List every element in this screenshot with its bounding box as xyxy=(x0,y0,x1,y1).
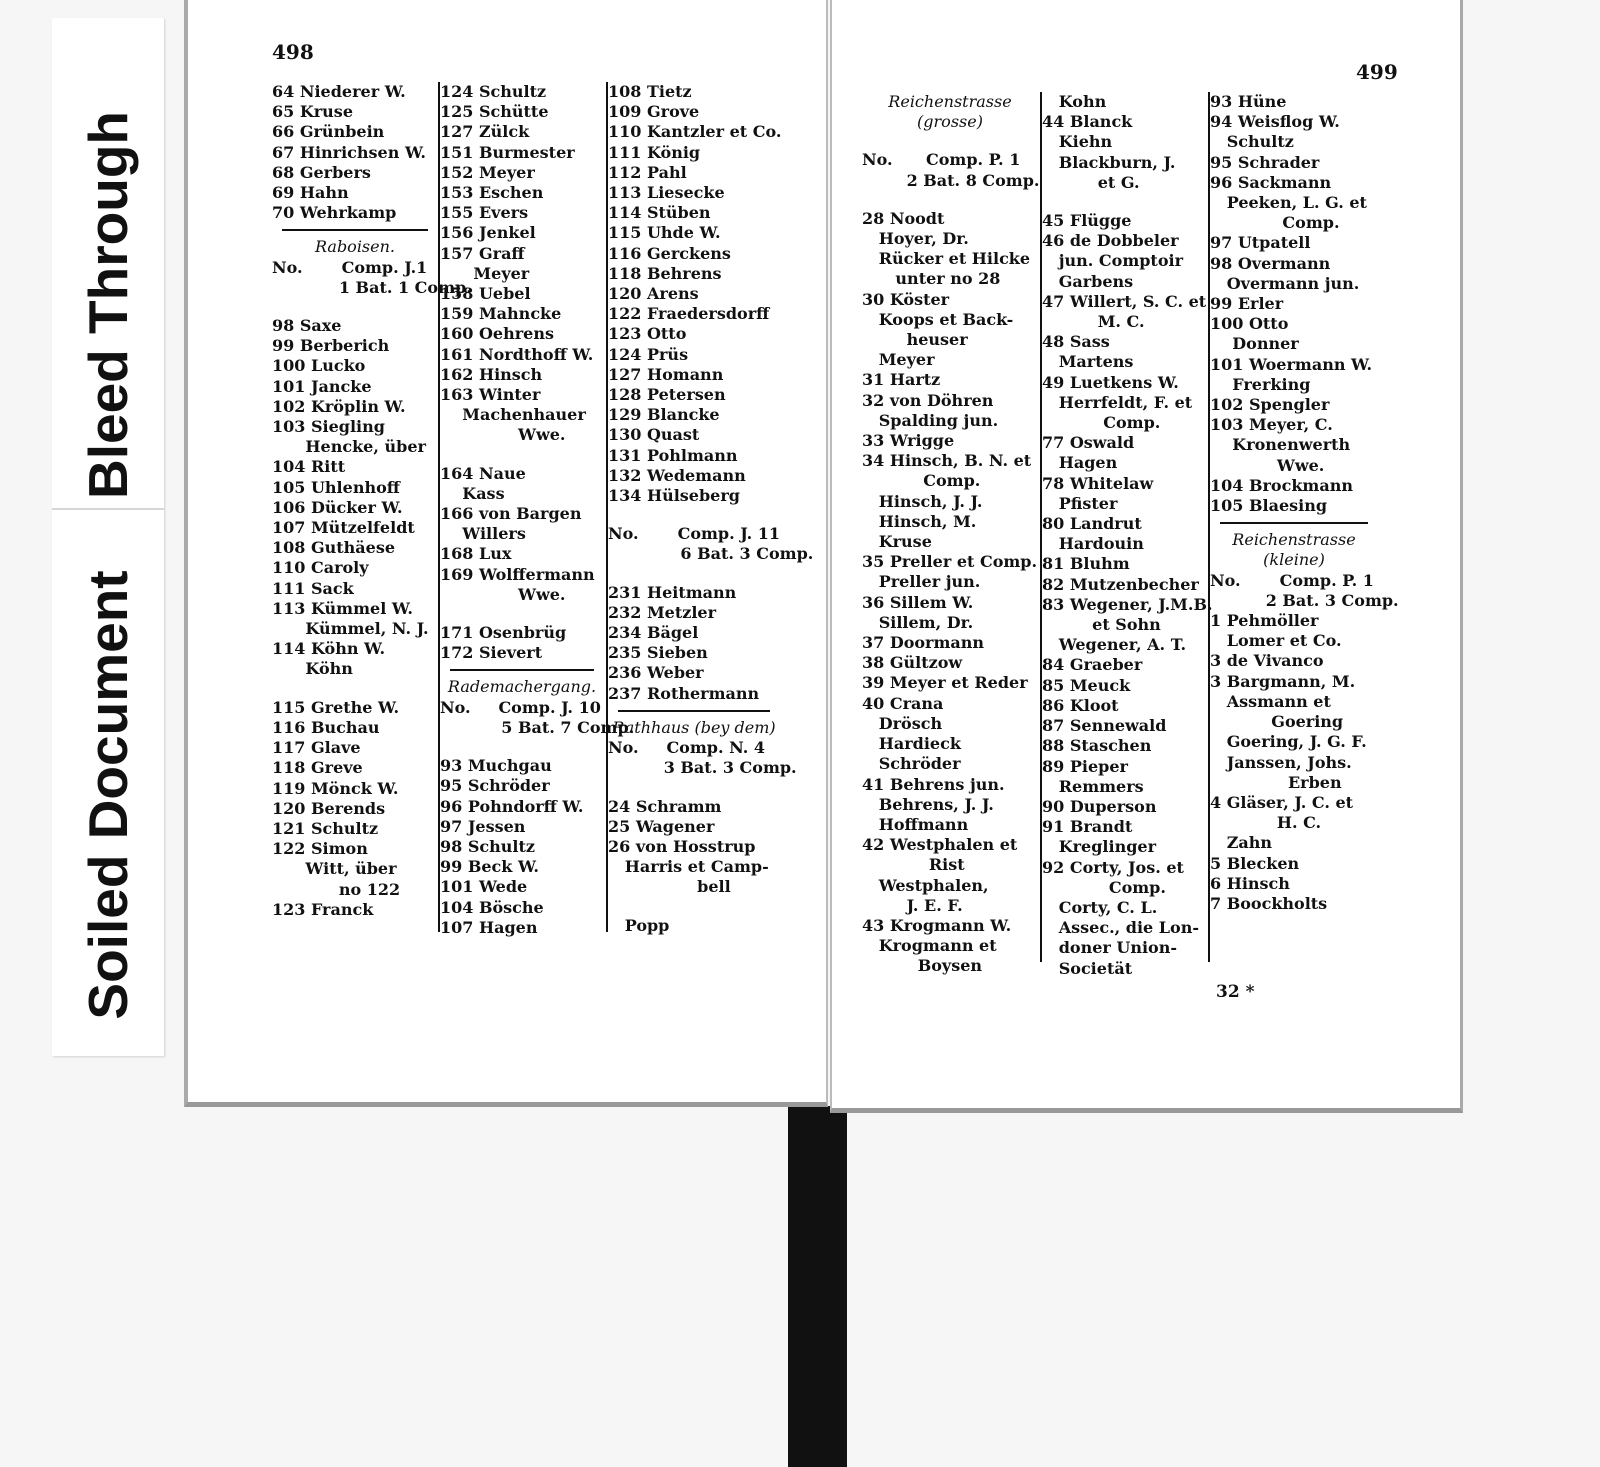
directory-entry: 131 Pohlmann xyxy=(608,445,738,465)
directory-entry: 2 Bat. 8 Comp. xyxy=(862,170,1040,190)
directory-entry: 96 Pohndorff W. xyxy=(440,796,584,816)
directory-entry: 83 Wegener, J.M.B. xyxy=(1042,594,1213,614)
directory-entry: 100 Otto xyxy=(1210,314,1289,334)
directory-entry: 99 Beck W. xyxy=(440,857,539,877)
directory-entry: 124 Prüs xyxy=(608,344,689,364)
directory-entry: 163 Winter xyxy=(440,385,541,405)
directory-entry: 95 Schröder xyxy=(440,776,550,796)
directory-entry: 41 Behrens jun. xyxy=(862,774,1005,794)
directory-entry: 24 Schramm xyxy=(608,796,722,816)
spacer xyxy=(862,191,1038,209)
directory-entry: Kronenwerth xyxy=(1210,435,1351,455)
spacer xyxy=(1042,193,1206,211)
spacer xyxy=(440,738,604,756)
directory-entry: Harris et Camp- xyxy=(608,857,769,877)
directory-entry: 108 Tietz xyxy=(608,82,692,101)
directory-entry: Janssen, Johs. xyxy=(1210,752,1352,772)
directory-entry: No. Comp. P. 1 xyxy=(862,150,1021,170)
directory-entry: Zahn xyxy=(1210,833,1273,853)
directory-entry: 234 Bägel xyxy=(608,623,699,643)
directory-entry: 85 Meuck xyxy=(1042,675,1131,695)
directory-entry: 124 Schultz xyxy=(440,82,547,101)
directory-entry: Overmann jun. xyxy=(1210,273,1360,293)
bleed-through-label: Bleed Through xyxy=(77,110,139,500)
left-page xyxy=(184,0,828,1107)
directory-entry: 111 Sack xyxy=(272,578,354,598)
left-column-3 xyxy=(608,82,814,936)
spacer xyxy=(608,779,780,797)
directory-entry: 117 Glave xyxy=(272,738,361,758)
directory-entry: 45 Flügge xyxy=(1042,211,1132,231)
directory-entry: 114 Köhn W. xyxy=(272,639,386,659)
directory-entry: 112 Pahl xyxy=(608,162,687,182)
directory-entry: 164 Naue xyxy=(440,463,526,483)
section-rule xyxy=(618,710,770,712)
directory-entry: 96 Sackmann xyxy=(1210,172,1332,192)
directory-entry: Kiehn xyxy=(1042,132,1113,152)
directory-entry: 47 Willert, S. C. et xyxy=(1042,291,1207,311)
directory-entry: 98 Saxe xyxy=(272,316,342,336)
directory-entry: 48 Sass xyxy=(1042,332,1110,352)
directory-entry: Kreglinger xyxy=(1042,837,1156,857)
directory-entry: Goering, J. G. F. xyxy=(1210,732,1367,752)
spacer xyxy=(862,132,1038,150)
directory-entry: Erben xyxy=(1210,772,1342,792)
right-page-number: 499 xyxy=(1356,60,1398,84)
right-column-2 xyxy=(1042,92,1213,979)
spacer xyxy=(440,446,604,464)
directory-entry: Meyer xyxy=(440,263,530,283)
street-heading: Raboisen. xyxy=(314,237,395,257)
directory-entry: Kohn xyxy=(1042,92,1107,111)
directory-entry: 101 Woermann W. xyxy=(1210,354,1373,374)
directory-entry: 44 Blanck xyxy=(1042,112,1133,132)
directory-entry: 166 von Bargen xyxy=(440,504,582,524)
directory-entry: 118 Behrens xyxy=(608,263,722,283)
directory-entry: 69 Hahn xyxy=(272,183,349,203)
directory-entry: no 122 xyxy=(272,879,401,899)
street-heading: (kleine) xyxy=(1263,550,1325,570)
directory-entry: 231 Heitmann xyxy=(608,582,737,602)
directory-entry: Herrfeldt, F. et xyxy=(1042,392,1193,412)
directory-entry: 102 Spengler xyxy=(1210,395,1330,415)
directory-entry: 121 Schultz xyxy=(272,818,379,838)
directory-entry: 99 Erler xyxy=(1210,294,1284,314)
directory-entry: 109 Grove xyxy=(608,102,700,122)
left-column-1 xyxy=(272,82,472,920)
directory-entry: 101 Jancke xyxy=(272,376,372,396)
directory-entry: Corty, C. L. xyxy=(1042,897,1158,917)
section-rule xyxy=(282,229,428,231)
directory-entry: Societät xyxy=(1042,958,1133,978)
directory-entry: 123 Otto xyxy=(608,324,687,344)
directory-entry: 34 Hinsch, B. N. et xyxy=(862,451,1032,471)
directory-entry: 151 Burmester xyxy=(440,142,575,162)
directory-entry: 31 Hartz xyxy=(862,370,941,390)
directory-entry: 100 Lucko xyxy=(272,356,366,376)
directory-entry: 7 Boockholts xyxy=(1210,893,1328,913)
directory-entry: Hinsch, J. J. xyxy=(862,491,983,511)
directory-entry: Meyer xyxy=(862,350,935,370)
directory-entry: 125 Schütte xyxy=(440,102,549,122)
directory-entry: 107 Hagen xyxy=(440,917,538,937)
directory-entry: Rücker et Hilcke xyxy=(862,249,1031,269)
directory-entry: 67 Hinrichsen W. xyxy=(272,142,426,162)
directory-entry: 5 Blecken xyxy=(1210,853,1300,873)
directory-entry: Willers xyxy=(440,524,526,544)
directory-entry: Comp. xyxy=(1210,213,1340,233)
directory-entry: J. E. F. xyxy=(862,895,963,915)
directory-entry: 105 Blaesing xyxy=(1210,496,1328,516)
directory-entry: 108 Guthäese xyxy=(272,538,396,558)
directory-entry: 115 Uhde W. xyxy=(608,223,721,243)
spacer xyxy=(272,680,438,698)
directory-entry: 110 Kantzler et Co. xyxy=(608,122,782,142)
directory-entry: 129 Blancke xyxy=(608,405,720,425)
directory-entry: 116 Gerckens xyxy=(608,243,731,263)
directory-entry: 127 Zülck xyxy=(440,122,530,142)
directory-entry: 169 Wolffermann xyxy=(440,564,595,584)
directory-entry: Krogmann et xyxy=(862,936,997,956)
directory-entry: 40 Crana xyxy=(862,693,944,713)
section-rule xyxy=(1220,522,1368,524)
directory-entry: Kruse xyxy=(862,532,932,552)
directory-entry: 99 Berberich xyxy=(272,336,390,356)
directory-entry: doner Union- xyxy=(1042,938,1177,958)
directory-entry: 104 Brockmann xyxy=(1210,475,1353,495)
directory-entry: 70 Wehrkamp xyxy=(272,203,397,223)
directory-entry: 97 Utpatell xyxy=(1210,233,1311,253)
directory-entry: Pfister xyxy=(1042,493,1118,513)
directory-entry: Comp. xyxy=(862,471,981,491)
directory-entry: 132 Wedemann xyxy=(608,465,746,485)
directory-entry: Wwe. xyxy=(440,425,566,445)
directory-entry: Schröder xyxy=(862,754,961,774)
directory-entry: 4 Gläser, J. C. et xyxy=(1210,792,1354,812)
directory-entry: 172 Sievert xyxy=(440,643,543,663)
street-heading: Reichenstrasse xyxy=(888,92,1012,111)
directory-entry: No. Comp. J. 10 xyxy=(440,697,601,717)
directory-entry: 235 Sieben xyxy=(608,643,708,663)
directory-entry: 102 Kröplin W. xyxy=(272,396,406,416)
directory-entry: Köhn xyxy=(272,659,353,679)
directory-entry: M. C. xyxy=(1042,312,1145,332)
directory-entry: Preller jun. xyxy=(862,572,981,592)
directory-entry: et Sohn xyxy=(1042,615,1161,635)
directory-entry: Hinsch, M. xyxy=(862,511,977,531)
directory-entry: 6 Hinsch xyxy=(1210,873,1290,893)
directory-entry: 89 Pieper xyxy=(1042,756,1128,776)
directory-entry: Hoffmann xyxy=(862,814,969,834)
directory-entry: 93 Muchgau xyxy=(440,756,552,776)
directory-entry: 80 Landrut xyxy=(1042,514,1142,534)
directory-entry: 5 Bat. 7 Comp. xyxy=(440,717,635,737)
directory-entry: 30 Köster xyxy=(862,289,950,309)
directory-entry: 110 Caroly xyxy=(272,558,369,578)
directory-entry: Lomer et Co. xyxy=(1210,631,1342,651)
directory-entry: 82 Mutzenbecher xyxy=(1042,574,1199,594)
directory-entry: 134 Hülseberg xyxy=(608,486,740,506)
directory-entry: 65 Kruse xyxy=(272,102,353,122)
directory-entry: 38 Gültzow xyxy=(862,653,963,673)
street-heading: Rademachergang. xyxy=(447,677,597,697)
directory-entry: Donner xyxy=(1210,334,1299,354)
directory-entry: 32 von Döhren xyxy=(862,390,994,410)
directory-entry: 162 Hinsch xyxy=(440,364,543,384)
directory-entry: 97 Jessen xyxy=(440,816,526,836)
directory-entry: 127 Homann xyxy=(608,364,724,384)
directory-entry: 104 Ritt xyxy=(272,457,346,477)
directory-entry: Comp. xyxy=(1042,877,1166,897)
directory-entry: 49 Luetkens W. xyxy=(1042,372,1179,392)
directory-entry: Behrens, J. J. xyxy=(862,794,994,814)
directory-entry: 46 de Dobbeler xyxy=(1042,231,1179,251)
directory-entry: 101 Wede xyxy=(440,877,528,897)
directory-entry: Koops et Back- xyxy=(862,309,1014,329)
directory-entry: 86 Kloot xyxy=(1042,695,1119,715)
spacer xyxy=(608,506,780,524)
directory-entry: 159 Mahncke xyxy=(440,304,562,324)
directory-entry: 116 Buchau xyxy=(272,717,380,737)
right-page xyxy=(830,0,1463,1113)
directory-entry: Assec., die Lon- xyxy=(1042,918,1199,938)
directory-entry: 98 Overmann xyxy=(1210,253,1331,273)
directory-entry: 36 Sillem W. xyxy=(862,592,974,612)
street-heading: (grosse) xyxy=(917,112,983,132)
directory-entry: 153 Eschen xyxy=(440,183,544,203)
directory-entry: 107 Mützelfeldt xyxy=(272,518,415,538)
directory-entry: No. Comp. J.1 xyxy=(272,257,428,277)
directory-entry: 81 Bluhm xyxy=(1042,554,1130,574)
directory-entry: 35 Preller et Comp. xyxy=(862,552,1038,572)
directory-entry: bell xyxy=(608,877,731,897)
directory-entry: 236 Weber xyxy=(608,663,704,683)
spacer xyxy=(608,565,780,583)
directory-entry: 3 de Vivanco xyxy=(1210,651,1324,671)
directory-entry: 78 Whitelaw xyxy=(1042,473,1154,493)
directory-entry: Boysen xyxy=(862,956,983,976)
directory-entry: 90 Duperson xyxy=(1042,796,1157,816)
directory-entry: No. Comp. N. 4 xyxy=(608,738,765,758)
directory-entry: 3 Bargmann, M. xyxy=(1210,671,1356,691)
directory-entry: 128 Petersen xyxy=(608,385,726,405)
soiled-document-label: Soiled Document xyxy=(77,570,139,1020)
directory-entry: 91 Brandt xyxy=(1042,817,1133,837)
directory-entry: 105 Uhlenhoff xyxy=(272,477,400,497)
directory-entry: 114 Stüben xyxy=(608,203,711,223)
directory-entry: Peeken, L. G. et xyxy=(1210,193,1367,213)
directory-entry: 113 Liesecke xyxy=(608,183,725,203)
directory-entry: Hencke, über xyxy=(272,437,426,457)
directory-entry: jun. Comptoir xyxy=(1042,251,1183,271)
book-spine xyxy=(788,1106,847,1467)
directory-entry: 43 Krogmann W. xyxy=(862,915,1012,935)
directory-entry: Assmann et xyxy=(1210,691,1331,711)
directory-entry: Popp xyxy=(608,915,670,935)
spacer xyxy=(440,605,604,623)
directory-entry: 42 Westphalen et xyxy=(862,835,1018,855)
directory-entry: Goering xyxy=(1210,712,1344,732)
street-heading: Rathhaus (bey dem) xyxy=(612,717,776,737)
directory-entry: Schultz xyxy=(1210,132,1294,152)
directory-entry: 77 Oswald xyxy=(1042,433,1135,453)
directory-entry: Kümmel, N. J. xyxy=(272,619,429,639)
directory-entry: H. C. xyxy=(1210,813,1322,833)
directory-entry: Kass xyxy=(440,483,505,503)
directory-entry: Spalding jun. xyxy=(862,410,999,430)
directory-entry: 120 Arens xyxy=(608,284,699,304)
scan-label-strip xyxy=(52,18,164,1056)
directory-entry: 156 Jenkel xyxy=(440,223,536,243)
directory-entry: 118 Greve xyxy=(272,758,363,778)
section-rule xyxy=(450,669,594,671)
directory-entry: 84 Graeber xyxy=(1042,655,1143,675)
directory-entry: Westphalen, xyxy=(862,875,989,895)
directory-entry: 232 Metzler xyxy=(608,602,717,622)
directory-entry: 92 Corty, Jos. et xyxy=(1042,857,1184,877)
directory-entry: 119 Mönck W. xyxy=(272,778,399,798)
directory-entry: Drösch xyxy=(862,713,943,733)
directory-entry: Sillem, Dr. xyxy=(862,612,974,632)
directory-entry: Comp. xyxy=(1042,413,1161,433)
directory-entry: 115 Grethe W. xyxy=(272,697,400,717)
directory-entry: Machenhauer xyxy=(440,405,586,425)
directory-entry: Blackburn, J. xyxy=(1042,152,1176,172)
spacer xyxy=(272,298,438,316)
directory-entry: 88 Staschen xyxy=(1042,736,1152,756)
directory-entry: Rist xyxy=(862,855,965,875)
directory-entry: Hardieck xyxy=(862,734,961,754)
directory-entry: unter no 28 xyxy=(862,269,1001,289)
directory-entry: Witt, über xyxy=(272,859,397,879)
directory-entry: 113 Kümmel W. xyxy=(272,598,413,618)
right-column-1 xyxy=(862,92,1038,977)
directory-entry: 120 Berends xyxy=(272,798,386,818)
directory-entry: 37 Doormann xyxy=(862,633,985,653)
directory-entry: 66 Grünbein xyxy=(272,122,385,142)
directory-entry: Wwe. xyxy=(440,584,566,604)
directory-entry: Martens xyxy=(1042,352,1134,372)
directory-entry: 155 Evers xyxy=(440,203,529,223)
directory-entry: Hardouin xyxy=(1042,534,1144,554)
spacer xyxy=(608,898,780,916)
directory-entry: 98 Schultz xyxy=(440,836,535,856)
directory-entry: 33 Wrigge xyxy=(862,431,955,451)
directory-entry: 160 Oehrens xyxy=(440,324,554,344)
directory-entry: 95 Schrader xyxy=(1210,152,1320,172)
directory-entry: 2 Bat. 3 Comp. xyxy=(1210,590,1399,610)
directory-entry: 26 von Hosstrup xyxy=(608,836,756,856)
directory-entry: 237 Rothermann xyxy=(608,683,760,703)
directory-entry: 106 Dücker W. xyxy=(272,497,403,517)
directory-entry: 130 Quast xyxy=(608,425,700,445)
directory-entry: 161 Nordthoff W. xyxy=(440,344,594,364)
street-heading: Reichenstrasse xyxy=(1232,530,1356,550)
directory-entry: No. Comp. J. 11 xyxy=(608,524,780,544)
directory-entry: 122 Simon xyxy=(272,839,368,859)
left-column-2 xyxy=(440,82,635,938)
directory-entry: 6 Bat. 3 Comp. xyxy=(608,544,814,564)
directory-entry: heuser xyxy=(862,330,968,350)
directory-entry: 93 Hüne xyxy=(1210,92,1287,111)
directory-entry: 68 Gerbers xyxy=(272,162,371,182)
directory-entry: Hagen xyxy=(1042,453,1118,473)
directory-entry: 3 Bat. 3 Comp. xyxy=(608,758,797,778)
directory-entry: 87 Sennewald xyxy=(1042,716,1167,736)
directory-entry: 123 Franck xyxy=(272,899,374,919)
directory-entry: 25 Wagener xyxy=(608,816,715,836)
directory-entry: Wegener, A. T. xyxy=(1042,635,1187,655)
directory-entry: 64 Niederer W. xyxy=(272,82,406,101)
directory-entry: No. Comp. P. 1 xyxy=(1210,570,1374,590)
left-page-number: 498 xyxy=(272,40,314,64)
directory-entry: 171 Osenbrüg xyxy=(440,623,567,643)
page-footer-signature: 32 * xyxy=(1216,982,1255,1002)
directory-entry: 94 Weisflog W. xyxy=(1210,112,1340,132)
directory-entry: Wwe. xyxy=(1210,455,1325,475)
directory-entry: 103 Meyer, C. xyxy=(1210,415,1333,435)
directory-entry: 111 König xyxy=(608,142,701,162)
directory-entry: Remmers xyxy=(1042,776,1144,796)
directory-entry: 122 Fraedersdorff xyxy=(608,304,770,324)
directory-entry: 158 Uebel xyxy=(440,284,531,304)
directory-entry: Garbens xyxy=(1042,271,1134,291)
label-divider xyxy=(52,508,164,510)
right-column-3 xyxy=(1210,92,1399,914)
directory-entry: 152 Meyer xyxy=(440,162,535,182)
directory-entry: 157 Graff xyxy=(440,243,525,263)
directory-entry: 39 Meyer et Reder xyxy=(862,673,1028,693)
directory-entry: 103 Siegling xyxy=(272,417,385,437)
directory-entry: 104 Bösche xyxy=(440,897,544,917)
directory-entry: Frerking xyxy=(1210,374,1311,394)
directory-entry: Hoyer, Dr. xyxy=(862,229,969,249)
directory-entry: 1 Pehmöller xyxy=(1210,611,1319,631)
directory-entry: 168 Lux xyxy=(440,544,512,564)
directory-entry: 28 Noodt xyxy=(862,208,945,228)
directory-entry: 1 Bat. 1 Comp. xyxy=(272,277,472,297)
directory-entry: et G. xyxy=(1042,172,1140,192)
